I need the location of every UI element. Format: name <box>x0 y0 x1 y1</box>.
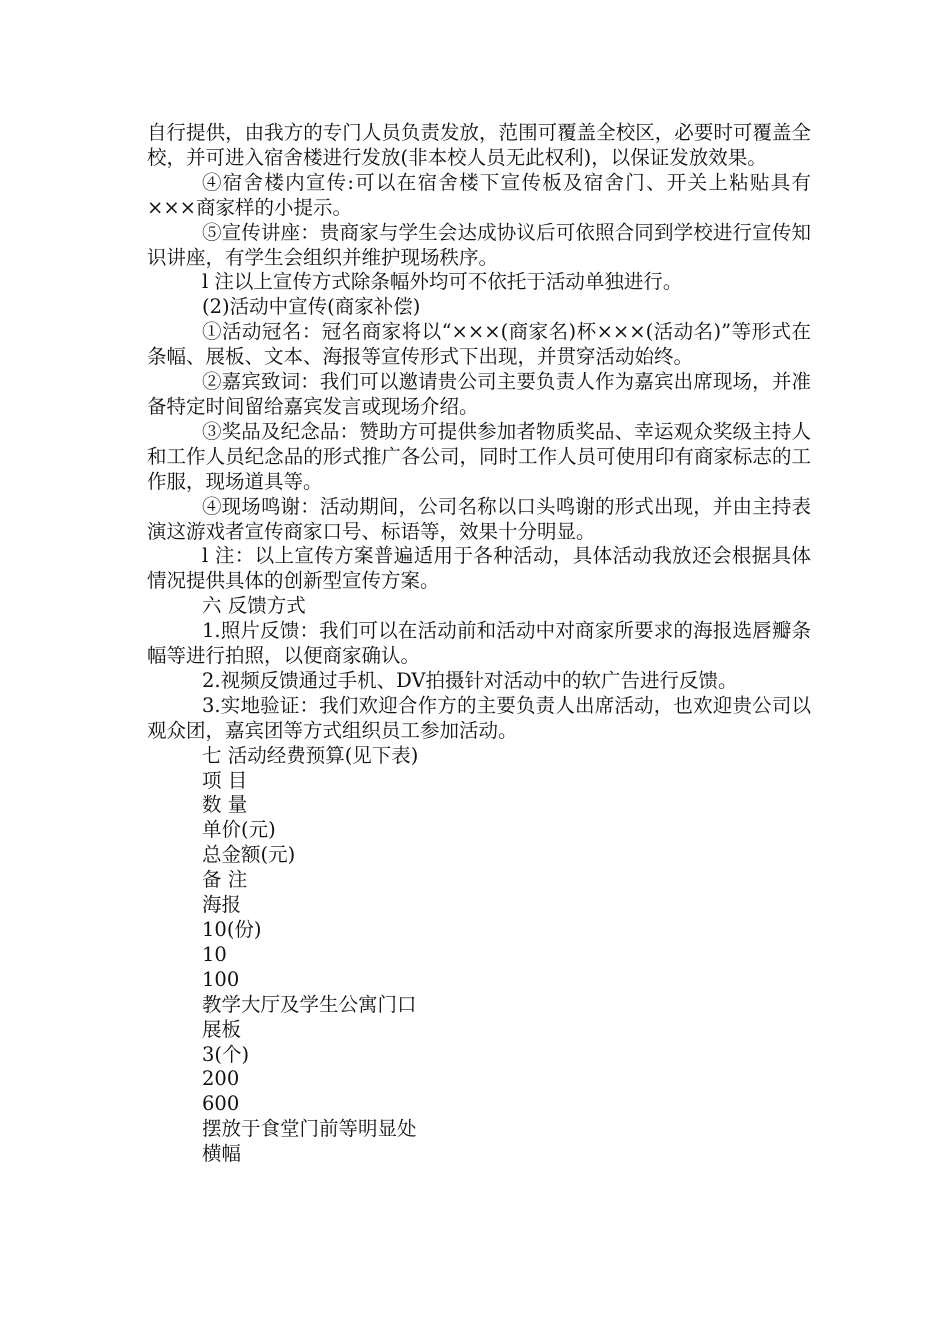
table-cell: 3(个) <box>202 1042 250 1066</box>
paragraph-guest-speech: ②嘉宾致词：我们可以邀请贵公司主要负责人作为嘉宾出席现场，并准备特定时间留给嘉宾发言或现场介绍。 <box>147 370 811 418</box>
table-cell: 100 <box>202 967 240 991</box>
table-cell: 摆放于食堂门前等明显处 <box>202 1117 417 1141</box>
table-header-item: 项 目 <box>202 768 248 792</box>
paragraph-prizes: ③奖品及纪念品：赞助方可提供参加者物质奖品、幸运观众奖级主持人和工作人员纪念品的形式推广各公司，同时工作人员可使用印有商家标志的工作服，现场道具等。 <box>147 419 811 493</box>
table-cell: 10(份) <box>202 918 262 941</box>
paragraph-acknowledgement: ④现场鸣谢：活动期间，公司名称以口头鸣谢的形式出现，并由主持表演这游戏者宣传商家口号、标语等，效果十分明显。 <box>147 494 811 543</box>
table-header-remarks: 备 注 <box>202 868 248 892</box>
paragraph-title-sponsor: ①活动冠名：冠名商家将以“×××(商家名)杯×××(活动名)”等形式在条幅、展板、文本、海报等宣传形式下出现，并贯穿活动始终。 <box>147 320 811 369</box>
table-cell: 展板 <box>202 1017 242 1041</box>
paragraph-photo-feedback: 1.照片反馈：我们可以在活动前和活动中对商家所要求的海报选唇瓣条幅等进行拍照，以便商家确认。 <box>147 619 811 668</box>
table-cell: 200 <box>202 1067 240 1091</box>
paragraph-distribution: 自行提供，由我方的专门人员负责发放，范围可覆盖全校区，必要时可覆盖全校，并可进入宿舍楼进行发放(非本校人员无此权利)，以保证发放效果。 <box>147 121 811 169</box>
table-cell: 海报 <box>202 893 242 917</box>
paragraph-note-2: l 注：以上宣传方案普遍适用于各种活动，具体活动我放还会根据具体情况提供具体的创新型宣传方案。 <box>147 544 811 593</box>
section-heading-budget: 七 活动经费预算(见下表) <box>202 743 419 767</box>
document-body <box>147 121 811 1167</box>
table-cell: 10 <box>202 942 227 966</box>
table-header-total: 总金额(元) <box>202 843 296 867</box>
table-cell: 教学大厅及学生公寓门口 <box>202 992 417 1016</box>
table-header-unit-price: 单价(元) <box>202 818 276 842</box>
paragraph-note-1: l 注以上宣传方式除条幅外均可不依托于活动单独进行。 <box>202 270 683 294</box>
paragraph-onsite-verification: 3.实地验证：我们欢迎合作方的主要负责人出席活动，也欢迎贵公司以观众团，嘉宾团等方式组织员工参加活动。 <box>147 693 811 742</box>
section-heading-feedback: 六 反馈方式 <box>202 594 306 618</box>
table-cell: 横幅 <box>202 1142 242 1166</box>
table-cell: 600 <box>202 1092 240 1116</box>
table-header-quantity: 数 量 <box>202 793 248 817</box>
budget-table <box>147 769 811 1168</box>
paragraph-dorm-promo: ④宿舍楼内宣传:可以在宿舍楼下宣传板及宿舍门、开关上粘贴具有×××商家样的小提示。 <box>147 170 811 219</box>
paragraph-heading-during-event: (2)活动中宣传(商家补偿) <box>202 295 421 319</box>
paragraph-video-feedback: 2.视频反馈通过手机、DV拍摄针对活动中的软广告进行反馈。 <box>202 668 738 692</box>
paragraph-lecture: ⑤宣传讲座：贵商家与学生会达成协议后可依照合同到学校进行宣传知识讲座，有学生会组织并维护现场秩序。 <box>147 220 811 269</box>
